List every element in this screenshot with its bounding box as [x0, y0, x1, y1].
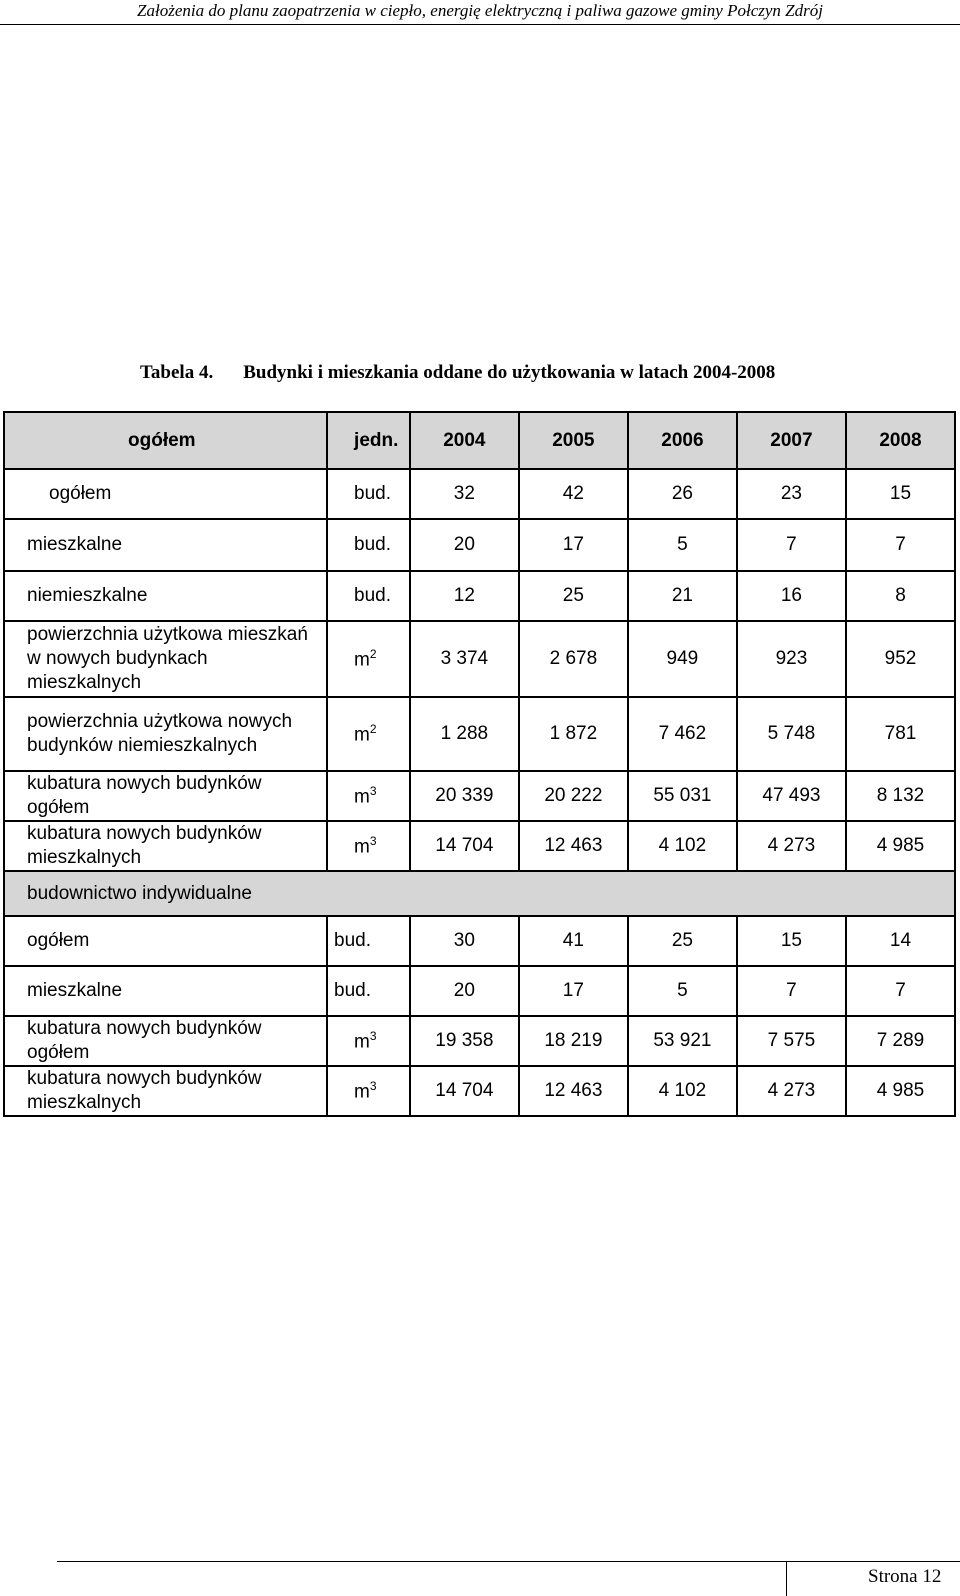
table-cell: 20 339	[410, 771, 519, 821]
row-label: kubatura nowych budynków ogółem	[4, 1016, 327, 1066]
table-row	[4, 571, 955, 621]
table-cell: 20 222	[519, 771, 628, 821]
table-cell: 7 575	[737, 1016, 846, 1066]
table-caption-title: Budynki i mieszkania oddane do użytkowania w latach 2004-2008	[243, 362, 776, 383]
row-unit: bud.	[327, 469, 410, 519]
table-row	[4, 621, 955, 697]
table-cell: 17	[519, 519, 628, 571]
row-label: ogółem	[4, 916, 327, 966]
table-cell: 21	[628, 571, 737, 621]
table-cell: 5	[628, 966, 737, 1016]
table-cell: 20	[410, 519, 519, 571]
table-cell: 14 704	[410, 1066, 519, 1116]
table-cell: 42	[519, 469, 628, 519]
table-cell: 15	[737, 916, 846, 966]
row-label: mieszkalne	[4, 966, 327, 1016]
row-label: niemieszkalne	[4, 571, 327, 621]
table-row	[4, 519, 955, 571]
table-cell: 23	[737, 469, 846, 519]
row-unit: bud.	[327, 571, 410, 621]
column-header: 2008	[846, 412, 955, 469]
table-row	[4, 697, 955, 771]
table-row	[4, 771, 955, 821]
table-cell: 5	[628, 519, 737, 571]
row-unit: bud.	[327, 519, 410, 571]
table-cell: 26	[628, 469, 737, 519]
row-label: ogółem	[4, 469, 327, 519]
row-unit	[327, 771, 410, 821]
table-cell: 41	[519, 916, 628, 966]
table-cell: 20	[410, 966, 519, 1016]
table-cell: 18 219	[519, 1016, 628, 1066]
table-cell: 8	[846, 571, 955, 621]
table-cell: 12 463	[519, 1066, 628, 1116]
page-number: Strona 12	[868, 1566, 942, 1587]
table-caption	[140, 362, 775, 384]
table-row	[4, 916, 955, 966]
table-caption-label: Tabela 4.	[140, 362, 214, 383]
table-cell: 7 289	[846, 1016, 955, 1066]
table-cell: 7	[737, 966, 846, 1016]
table-cell: 7	[846, 519, 955, 571]
table-cell: 25	[519, 571, 628, 621]
table-header-row	[4, 412, 955, 469]
table-cell: 4 985	[846, 821, 955, 871]
table-cell: 4 102	[628, 821, 737, 871]
row-label: powierzchnia użytkowa mieszkań w nowych budynkach mieszkalnych	[4, 621, 327, 697]
row-unit	[327, 1016, 410, 1066]
unit-exponent: 3	[369, 1078, 377, 1093]
row-unit: bud.	[327, 966, 410, 1016]
column-header: 2004	[410, 412, 519, 469]
footer-divider	[786, 1561, 787, 1596]
unit-exponent: 3	[369, 783, 377, 798]
column-header: 2007	[737, 412, 846, 469]
column-header: jedn.	[327, 412, 410, 469]
table-cell: 30	[410, 916, 519, 966]
table-cell: 923	[737, 621, 846, 697]
row-label: kubatura nowych budynków mieszkalnych	[4, 1066, 327, 1116]
row-label: kubatura nowych budynków ogółem	[4, 771, 327, 821]
table-cell: 16	[737, 571, 846, 621]
table-cell: 12 463	[519, 821, 628, 871]
table-cell: 53 921	[628, 1016, 737, 1066]
table-cell: 12	[410, 571, 519, 621]
table-cell: 4 273	[737, 821, 846, 871]
column-header: ogółem	[4, 412, 327, 469]
table-row	[4, 821, 955, 871]
unit-base: m	[354, 649, 370, 671]
table-cell: 7 462	[628, 697, 737, 771]
page-header: Założenia do planu zaopatrzenia w ciepło, energię elektryczną i paliwa gazowe gminy Połczyn Zdrój	[0, 0, 960, 25]
table-cell: 25	[628, 916, 737, 966]
table-cell: 15	[846, 469, 955, 519]
unit-base: m	[354, 1031, 370, 1053]
unit-base: m	[354, 1081, 370, 1103]
row-unit	[327, 697, 410, 771]
row-label: kubatura nowych budynków mieszkalnych	[4, 821, 327, 871]
buildings-table	[3, 411, 956, 1117]
footer-rule	[57, 1561, 960, 1562]
row-unit	[327, 821, 410, 871]
table-cell: 14 704	[410, 821, 519, 871]
table-cell: 2 678	[519, 621, 628, 697]
table-row	[4, 1016, 955, 1066]
row-label: mieszkalne	[4, 519, 327, 571]
unit-base: m	[354, 836, 370, 858]
table-cell: 7	[846, 966, 955, 1016]
table-cell: 949	[628, 621, 737, 697]
section-label: budownictwo indywidualne	[4, 871, 955, 916]
table-cell: 1 288	[410, 697, 519, 771]
table-row	[4, 966, 955, 1016]
table-cell: 4 102	[628, 1066, 737, 1116]
column-header: 2006	[628, 412, 737, 469]
table-cell: 8 132	[846, 771, 955, 821]
row-unit	[327, 621, 410, 697]
table-cell: 17	[519, 966, 628, 1016]
row-label: powierzchnia użytkowa nowych budynków niemieszkalnych	[4, 697, 327, 771]
table-cell: 952	[846, 621, 955, 697]
unit-base: m	[354, 786, 370, 808]
table-cell: 55 031	[628, 771, 737, 821]
table-cell: 3 374	[410, 621, 519, 697]
table-cell: 47 493	[737, 771, 846, 821]
table-cell: 14	[846, 916, 955, 966]
table-row	[4, 469, 955, 519]
column-header: 2005	[519, 412, 628, 469]
row-unit	[327, 1066, 410, 1116]
unit-exponent: 2	[369, 721, 377, 736]
section-header-row	[4, 871, 955, 916]
table-cell: 32	[410, 469, 519, 519]
unit-base: m	[354, 724, 370, 746]
table-cell: 4 273	[737, 1066, 846, 1116]
row-unit: bud.	[327, 916, 410, 966]
table-cell: 781	[846, 697, 955, 771]
unit-exponent: 3	[369, 833, 377, 848]
table-cell: 7	[737, 519, 846, 571]
table-cell: 1 872	[519, 697, 628, 771]
table-row	[4, 1066, 955, 1116]
unit-exponent: 3	[369, 1028, 377, 1043]
table-cell: 19 358	[410, 1016, 519, 1066]
unit-exponent: 2	[369, 646, 377, 661]
table-cell: 5 748	[737, 697, 846, 771]
table-cell: 4 985	[846, 1066, 955, 1116]
